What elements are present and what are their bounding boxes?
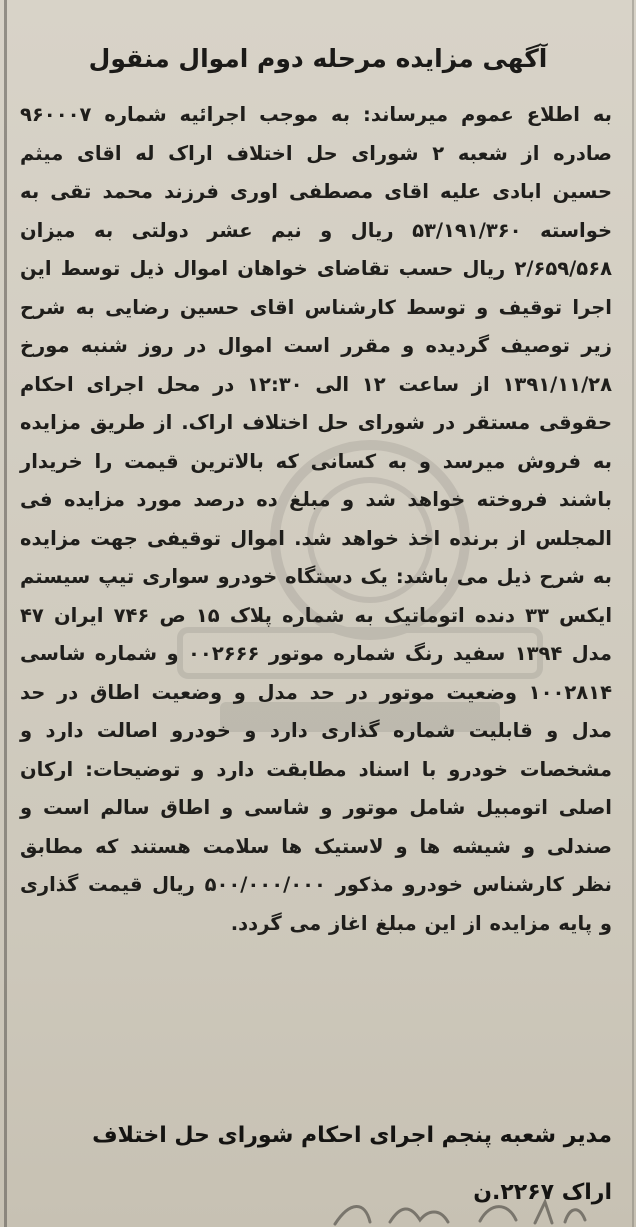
signature-line-1: مدیر شعبه پنجم اجرای احکام شورای حل اختلاف	[92, 1123, 612, 1148]
notice-title: آگهی مزایده مرحله دوم اموال منقول	[88, 44, 548, 73]
notice-body: به اطلاع عموم میرساند: به موجب اجرائیه شماره ۹۶۰۰۰۷ صادره از شعبه ۲ شورای حل اختلاف اراک له اقای میثم حسین ابادی علیه اقای مصطفی اوری فرزند محمد تقی به خواسته ۵۳/۱۹۱/۳۶۰ ریال و نیم عشر دولتی به میزان ۲/۶۵۹/۵۶۸ ریال حسب تقاضای خواهان اموال ذیل توسط این اجرا توقیف و توسط کارشناس اقای حسین رضایی به شرح زیر توصیف گردیده و مقرر است اموال در روز شنبه مورخ ۱۳۹۱/۱۱/۲۸ از ساعت ۱۲ الی ۱۲:۳۰ در محل اجرای احکام حقوقی مستقر در شورای حل اختلاف اراک. از طریق مزایده به فروش میرسد و به کسانی که بالاترین قیمت را خریدار باشند فروخته خواهد شد و مبلغ ده درصد مورد مزایده فی المجلس از برنده اخذ خواهد شد. اموال توقیفی جهت مزایده به شرح ذیل می باشد: یک دستگاه خودرو سواری تیپ سیستم ایکس ۳۳ دنده اتوماتیک به شماره پلاک ۱۵ ص ۷۴۶ ایران ۴۷ مدل ۱۳۹۴ سفید رنگ شماره موتور ۰۰۲۶۶۶ و شماره شاسی ۱۰۰۲۸۱۴ وضعیت موتور در حد مدل و وضعیت اطاق در حد مدل و قابلیت شماره گذاری دارد و خودرو اصالت دارد و مشخصات خودرو با اسناد مطابقت دارد و توضیحات: ارکان اصلی اتومبیل شامل موتور و شاسی و اطاق سالم است و صندلی و شیشه ها و لاستیک ها سلامت هستند که مطابق نظر کارشناس خودرو مذکور ۵۰۰/۰۰۰/۰۰۰ ریال قیمت گذاری و پایه مزایده از این مبلغ اغاز می گردد.	[20, 103, 613, 935]
handwritten-scribble	[330, 1196, 590, 1227]
left-column-rule	[4, 0, 7, 1227]
right-column-rule	[632, 0, 634, 1227]
signature-line-2: اراک ۲۲۶۷.ن	[473, 1180, 612, 1205]
